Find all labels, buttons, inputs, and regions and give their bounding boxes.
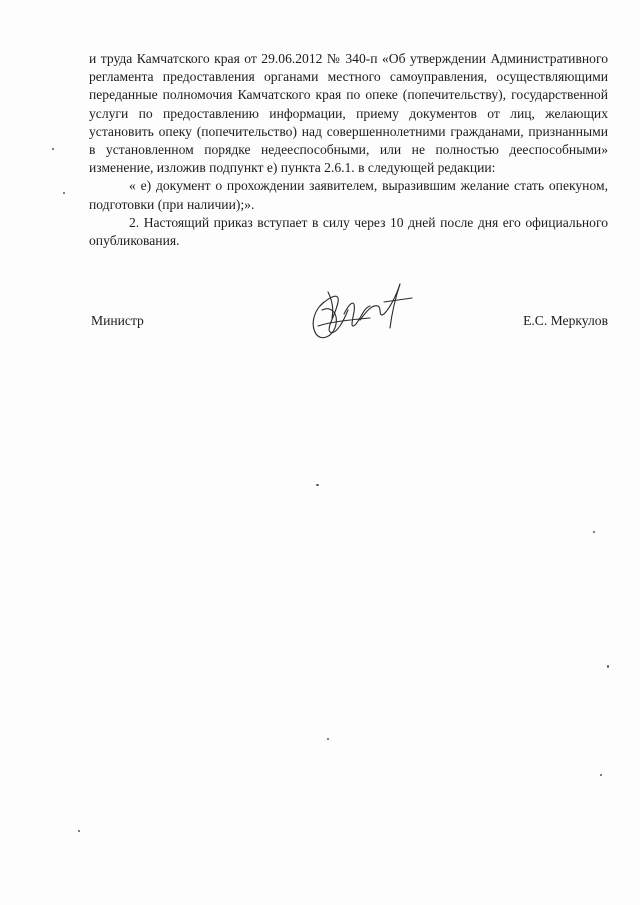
scan-speck (327, 738, 329, 740)
paragraph-new-subitem: « е) документ о прохождении заявителем, выразившим желание стать опекуном, подготовки (при наличии);». (89, 178, 608, 212)
handwritten-signature (300, 262, 420, 348)
scan-speck (63, 192, 65, 194)
signature-block (89, 313, 608, 335)
scan-speck (600, 774, 602, 776)
scan-speck (78, 830, 80, 832)
signer-name: Е.С. Меркулов (523, 313, 608, 328)
scan-speck (607, 665, 609, 668)
document-body (89, 50, 608, 250)
scan-speck (52, 148, 54, 150)
paragraph-effective-date: 2. Настоящий приказ вступает в силу через 10 дней после дня его официального опубликования. (89, 214, 608, 249)
position-title: Министр (91, 313, 144, 328)
scan-speck (593, 531, 595, 533)
paragraph-amendment-intro: и труда Камчатского края от 29.06.2012 № 340-п «Об утверждении Административного регламента предоставления органами местного самоуправления, осуществляющими переданные полномочия Камчатского края по опеке (попечительству), государственной услуги по предоставлению информации, приему документов от лиц, желающих установить опеку (попечительство) над совершеннолетними гражданами, признанными в установленном порядке недееспособными, или не полностью дееспособными» изменение, изложив подпункт е) пункта 2.6.1. в следующей редакции: (89, 51, 608, 176)
scan-speck (316, 484, 319, 486)
